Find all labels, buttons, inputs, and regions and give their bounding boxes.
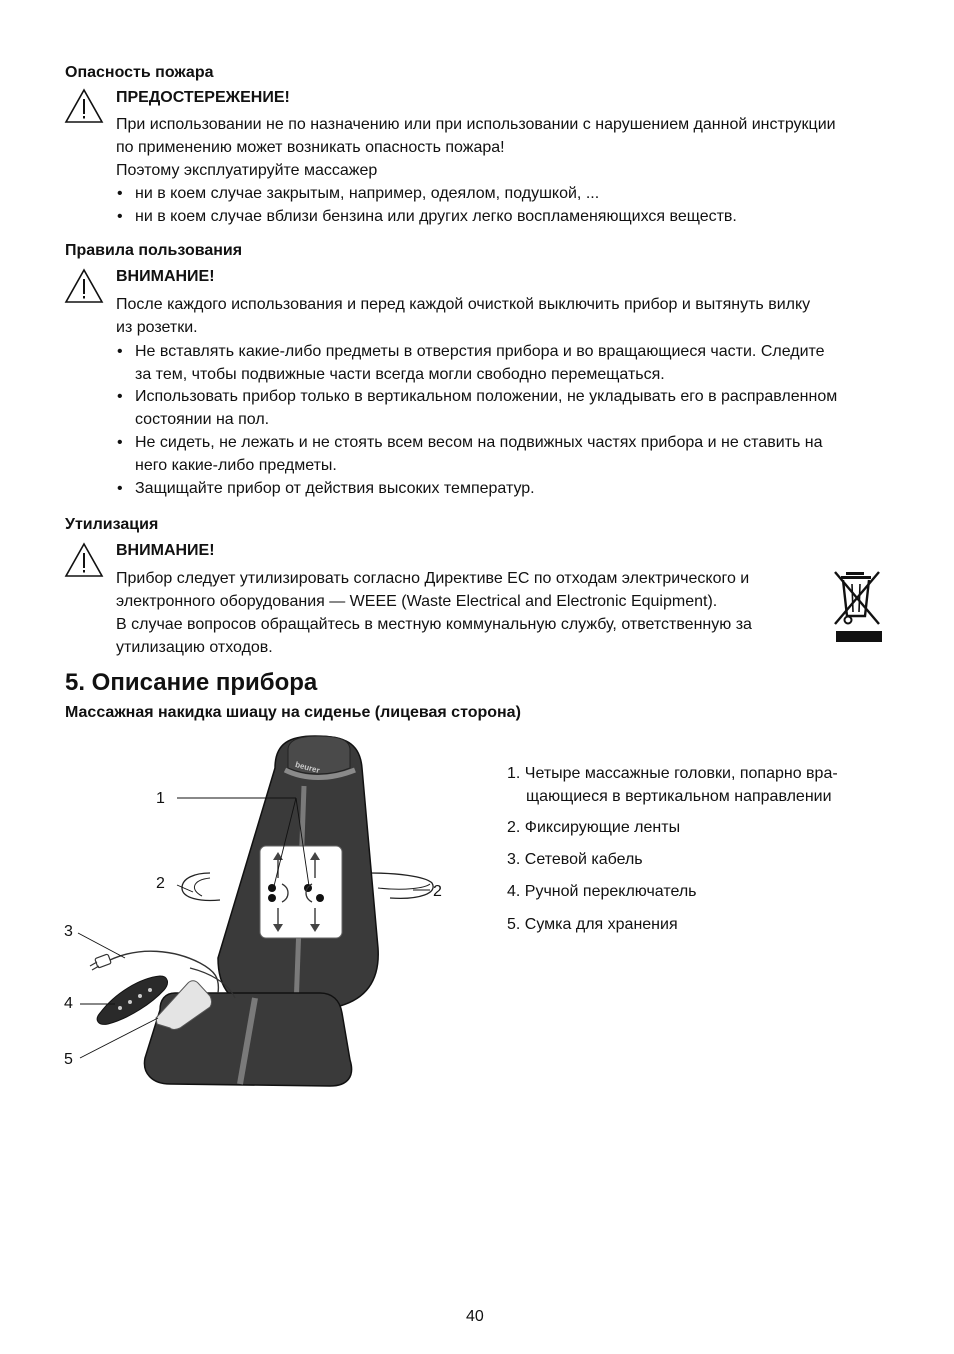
bullet-dot: • (117, 208, 123, 225)
text-line: При использовании не по назначению или при использовании с нарушением данной инструкции (116, 116, 836, 133)
callout-number: 2 (156, 875, 165, 892)
bullet-item (117, 431, 823, 477)
subheading: Массажная накидка шиацу на сиденье (лицевая сторона) (65, 704, 521, 721)
legend-item (507, 848, 643, 871)
warning-label-fire: ПРЕДОСТЕРЕЖЕНИЕ! (116, 89, 290, 106)
callout-number: 4 (64, 995, 73, 1012)
bullet-dot: • (117, 343, 123, 360)
text-line: Использовать прибор только в вертикальном положении, не укладывать его в расправленном (135, 388, 838, 405)
bullet-dot: • (117, 434, 123, 451)
legend-item (507, 762, 838, 808)
text-line: электронного оборудования — WEEE (Waste Electrical and Electronic Equipment). (116, 593, 718, 610)
bullet-dot: • (117, 480, 123, 497)
callout-number: 2 (433, 883, 442, 900)
section-heading: 5. Описание прибора (65, 669, 318, 696)
text-line: Прибор следует утилизировать согласно Директиве ЕС по отходам электрического и (116, 570, 750, 587)
warning-label-usage: ВНИМАНИЕ! (116, 268, 215, 285)
bullet-item (117, 340, 825, 386)
bullet-dot: • (117, 185, 123, 202)
bullet-item (117, 477, 535, 500)
callout-number: 1 (156, 790, 165, 807)
text-line: 4. Ручной переключатель (507, 883, 697, 900)
text-line: 2. Фиксирующие ленты (507, 819, 681, 836)
crossed-out-bin-icon (832, 568, 884, 646)
text-line: После каждого использования и перед каждой очисткой выключить прибор и вытянуть вилку (116, 296, 811, 313)
massage-seat-illustration (60, 728, 460, 1098)
warning-label-disposal: ВНИМАНИЕ! (116, 542, 215, 559)
callout-number: 5 (64, 1051, 73, 1068)
text-line: В случае вопросов обращайтесь в местную коммунальную службу, ответственную за (116, 616, 752, 633)
fire-paragraph (116, 113, 836, 182)
section-title-usage: Правила пользования (65, 242, 243, 259)
bullet-dot: • (117, 388, 123, 405)
bullet-item (117, 182, 600, 205)
text-line: утилизацию отходов. (116, 639, 273, 656)
warning-triangle-icon (64, 542, 104, 578)
text-line: за тем, чтобы подвижные части всегда могли свободно перемещаться. (135, 366, 665, 383)
text-line: ни в коем случае закрытым, например, одеялом, подушкой, ... (135, 185, 600, 202)
text-line: 3. Сетевой кабель (507, 851, 643, 868)
section-title-disposal: Утилизация (65, 516, 159, 533)
bullet-item (117, 385, 838, 431)
brand-logo: beurer (294, 759, 321, 776)
text-line: Поэтому эксплуатируйте массажер (116, 162, 378, 179)
legend-item (507, 913, 678, 936)
text-line: Не вставлять какие-либо предметы в отверстия прибора и во вращающиеся части. Следите (135, 343, 825, 360)
text-line: ни в коем случае вблизи бензина или других легко воспламеняющихся веществ. (135, 208, 737, 225)
usage-paragraph (116, 293, 810, 339)
text-line: 5. Сумка для хранения (507, 916, 678, 933)
text-line: состоянии на пол. (135, 411, 270, 428)
text-line: Защищайте прибор от действия высоких температур. (135, 480, 535, 497)
legend-item (507, 880, 697, 903)
text-line: щающиеся в вертикальном направлении (526, 788, 832, 805)
warning-triangle-icon (64, 88, 104, 124)
text-line: него какие-либо предметы. (135, 457, 337, 474)
disposal-paragraph (116, 567, 752, 659)
callout-number: 3 (64, 923, 73, 940)
warning-triangle-icon (64, 268, 104, 304)
text-line: 1. Четыре массажные головки, попарно вра- (507, 765, 838, 782)
section-title-fire: Опасность пожара (65, 64, 214, 81)
text-line: из розетки. (116, 319, 198, 336)
text-line: по применению может возникать опасность пожара! (116, 139, 505, 156)
text-line: Не сидеть, не лежать и не стоять всем весом на подвижных частях прибора и не ставить на (135, 434, 823, 451)
bullet-item (117, 205, 737, 228)
page-number: 40 (466, 1308, 484, 1325)
legend-item (507, 816, 680, 839)
